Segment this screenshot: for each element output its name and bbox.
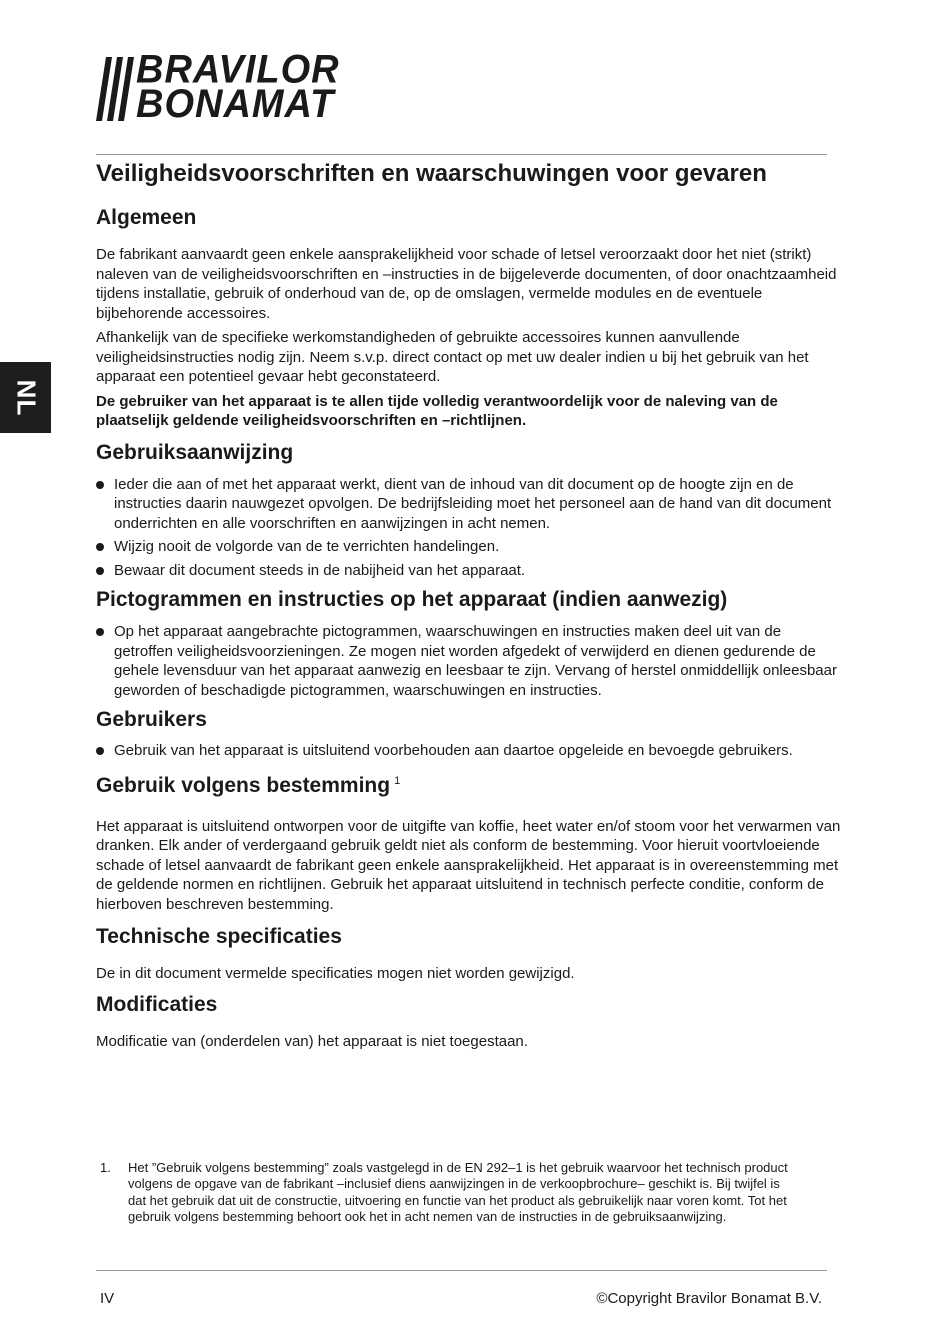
brand-logo [96, 47, 356, 127]
main-content [96, 158, 841, 1051]
list-item [96, 475, 841, 534]
footnote-number: 1. [100, 1160, 111, 1175]
footer-divider [96, 1270, 827, 1271]
list-item [96, 622, 841, 700]
logo-line-2: BONAMAT [136, 82, 335, 127]
heading-algemeen: Algemeen [96, 206, 197, 229]
header-divider [96, 154, 827, 155]
language-tab [0, 362, 51, 433]
page-number: IV [100, 1290, 115, 1307]
heading-gebruiksaanwijzing: Gebruiksaanwijzing [96, 440, 294, 464]
logo-wordmark [136, 47, 340, 127]
list-item-text: Gebruik van het apparaat is uitsluitend voorbehouden aan daartoe opgeleide en bevoegde gebruikers. [114, 742, 793, 759]
pictogrammen-list [96, 622, 841, 700]
heading-gebruikers: Gebruikers [96, 708, 207, 731]
algemeen-paragraph-3: De gebruiker van het apparaat is te allen tijde volledig verantwoordelijk voor de naleving van de plaatselijk geldende veiligheidsvoorschriften en –richtlijnen. [96, 392, 778, 429]
gebruikers-list [96, 741, 841, 761]
bullet-icon [96, 543, 104, 551]
language-tab-label: NL [11, 379, 41, 416]
logo-stripes-icon [96, 57, 136, 121]
modificaties-paragraph: Modificatie van (onderdelen van) het apparaat is niet toegestaan. [96, 1032, 528, 1050]
bullet-icon [96, 628, 104, 636]
bestemming-paragraph: Het apparaat is uitsluitend ontworpen voor de uitgifte van koffie, heet water en/of stoom voor het verwarmen van dranken. Elk ander of verdergaand gebruik geldt niet als conform de bestemming. Voor hieruit voortvloeiende schade of letsel aanvaardt de fabrikant geen enkele aansprakelijkheid. Het apparaat is in overeenstemming met de geldende normen en richtlijnen. Gebruik het apparaat uitsluitend in technisch perfecte conditie, conform de hierboven beschreven bestemming. [96, 817, 841, 913]
list-item-text: Wijzig nooit de volgorde van de te verrichten handelingen. [114, 538, 500, 555]
technisch-paragraph: De in dit document vermelde specificaties mogen niet worden gewijzigd. [96, 965, 575, 982]
footnote-text: Het ”Gebruik volgens bestemming” zoals vastgelegd in de EN 292–1 is het gebruik waarvoor het technisch product volgens de opgave van de fabrikant –inclusief diens aanwijzingen in de verkoopbrochure– geschikt is. Bij twijfel is dat het gebruik dat uit de constructie, uitvoering en functie van het product als gebruikelijk naar voren komt. Tot het gebruik volgens bestemming behoort ook het in acht nemen van de instructies in de gebruiksaanwijzing. [128, 1160, 788, 1224]
list-item [96, 741, 841, 761]
list-item [96, 537, 841, 557]
algemeen-paragraph-1: De fabrikant aanvaardt geen enkele aansprakelijkheid voor schade of letsel veroorzaakt door het niet (strikt) naleven van de veiligheidsvoorschriften en –instructies in de bijgeleverde documenten, of door onachtzaamheid tijdens installatie, gebruik of onderhoud van de, op de omslagen, vermelde modules en de eventuele bijbehorende accessoires. [96, 246, 837, 322]
heading-bestemming [96, 767, 841, 800]
bullet-icon [96, 481, 104, 489]
heading-modificaties: Modificaties [96, 992, 218, 1016]
copyright-notice: ©Copyright Bravilor Bonamat B.V. [596, 1290, 822, 1307]
gebruiksaanwijzing-list [96, 475, 841, 581]
list-item [96, 561, 841, 581]
bullet-icon [96, 747, 104, 755]
heading-technisch: Technische specificaties [96, 925, 342, 948]
bullet-icon [96, 567, 104, 575]
footnote-reference: 1 [394, 774, 401, 787]
heading-bestemming-text: Gebruik volgens bestemming [96, 773, 391, 797]
list-item-text: Bewaar dit document steeds in de nabijheid van het apparaat. [114, 561, 526, 579]
list-item-text: Ieder die aan of met het apparaat werkt, dient van de inhoud van dit document op de hoogte zijn en de instructies daarin nauwgezet opvolgen. De bedrijfsleiding moet het personeel aan de hand van dit document onderrichten en alle voorschriften en aanwijzingen in acht nemen. [114, 475, 832, 532]
algemeen-paragraph-2: Afhankelijk van de specifieke werkomstandigheden of gebruikte accessoires kunnen aanvullende veiligheidsinstructies nodig zijn. Neem s.v.p. direct contact op met uw dealer indien u bij het gebruik van het apparaat een potentieel gevaar hebt geconstateerd. [96, 329, 809, 385]
page-title: Veiligheidsvoorschriften en waarschuwingen voor gevaren [96, 160, 767, 187]
logo-line-1: BRAVILOR [136, 47, 340, 92]
heading-pictogrammen: Pictogrammen en instructies op het apparaat (indien aanwezig) [96, 588, 728, 611]
footnote [100, 1160, 800, 1225]
list-item-text: Op het apparaat aangebrachte pictogrammen, waarschuwingen en instructies maken deel uit van de getroffen veiligheidsvoorzieningen. Ze mogen niet worden afgedekt of verwijderd en dienen gedurende de gehele levensduur van het apparaat aanwezig en leesbaar te zijn. Vervang of herstel onmiddellijk onleesbaar geworden of beschadigde pictogrammen, waarschuwingen en instructies. [114, 623, 837, 699]
